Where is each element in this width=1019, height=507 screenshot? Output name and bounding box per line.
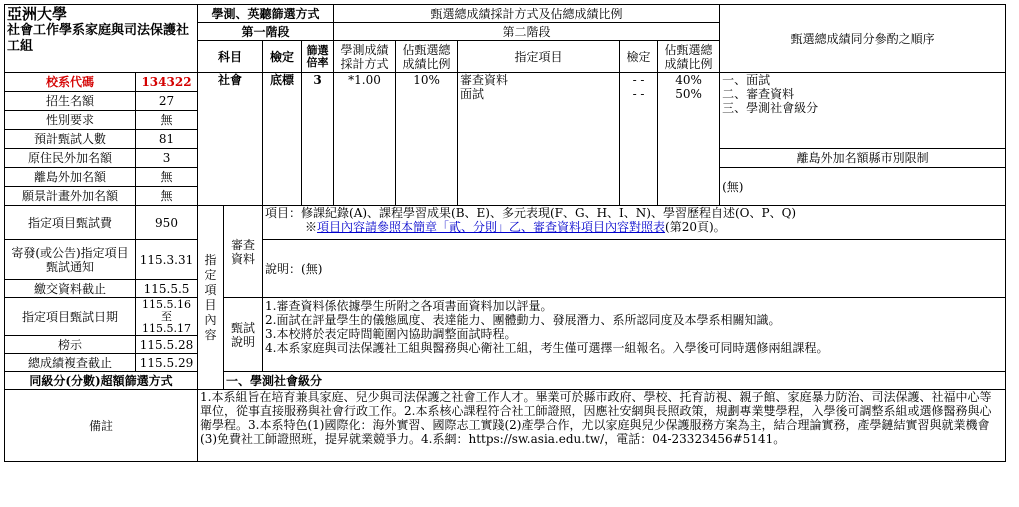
- admission-table: [4, 4, 1006, 462]
- review-desc: 說明：(無): [263, 240, 1006, 298]
- stage2-header: 第二階段: [334, 23, 720, 41]
- list-value: 115.5.28: [136, 336, 198, 354]
- method-header: 學測、英聽篩選方式: [198, 5, 334, 23]
- notice-value: 115.3.31: [136, 240, 198, 280]
- review-note-prefix: ※: [305, 220, 318, 234]
- stage2-items: [458, 73, 620, 206]
- island-limit-value: (無): [720, 168, 1006, 206]
- stage1-multiplier: 3: [302, 73, 334, 206]
- pay-label: 繳交資料截止: [5, 280, 136, 298]
- items-ratio-header: 佔甄選總成績比例: [658, 41, 720, 73]
- review-note-link[interactable]: 項目內容請參照本簡章「貳、分則」乙、審查資料項目內容對照表: [317, 220, 666, 234]
- score-method-value: *1.00: [334, 73, 396, 206]
- code-value: 134322: [136, 73, 198, 92]
- item-interview: 面試: [460, 87, 485, 101]
- school-name: 亞洲大學: [7, 5, 68, 23]
- quota-label: 招生名額: [5, 92, 136, 111]
- total-calc-header: 甄選總成績採計方式及佔總成績比例: [334, 5, 720, 23]
- check-header: 檢定: [263, 41, 302, 73]
- interview-line-4: 4.本系家庭與司法保護社工組與醫務與心衛社工組，考生僅可選擇一組報名。入學後可同時選修兩組課程。: [265, 341, 829, 355]
- subject-header: 科目: [198, 41, 263, 73]
- multiplier-header: 篩選倍率: [302, 41, 334, 73]
- notes-label: 備註: [5, 390, 198, 462]
- fee-label: 指定項目甄試費: [5, 206, 136, 240]
- admission-sheet: [4, 4, 1005, 462]
- item-review: 審查資料: [460, 73, 509, 87]
- interview-line-3: 3.本校將於表定時間範圍內協助調整面試時程。: [265, 327, 517, 341]
- stage1-subject: 社會: [198, 73, 263, 206]
- ratio-review: 40%: [675, 73, 702, 87]
- stage2-ratios: [658, 73, 720, 206]
- gender-value: 無: [136, 111, 198, 130]
- review-note-suffix: (第20頁)。: [665, 220, 726, 234]
- review-items-cell: [263, 206, 1006, 240]
- island-limit-label: 離島外加名額縣市別限制: [720, 149, 1006, 168]
- gender-label: 性別要求: [5, 111, 136, 130]
- same-level-label: 同級分(分數)超額篩選方式: [5, 372, 198, 390]
- vision-label: 願景計畫外加名額: [5, 187, 136, 206]
- interview-notes: [263, 298, 1006, 372]
- review-deadline-value: 115.5.29: [136, 354, 198, 372]
- same-level-value: 一、學測社會級分: [224, 372, 1006, 390]
- island-label: 離島外加名額: [5, 168, 136, 187]
- review-items: 項目：修課紀錄(A)、課程學習成果(B、E)、多元表現(F、G、H、I、N)、學習歷程自述(O、P、Q): [265, 206, 797, 220]
- notice-label: 寄發(或公告)指定項目甄試通知: [5, 240, 136, 280]
- check2-header: 檢定: [620, 41, 658, 73]
- score-ratio-header: 佔甄選總成績比例: [396, 41, 458, 73]
- department-name: 社會工作學系家庭與司法保護社工組: [7, 23, 190, 54]
- tie-line-3: 三、學測社會級分: [722, 101, 819, 115]
- school-block: [5, 5, 198, 73]
- quota-value: 27: [136, 92, 198, 111]
- interview-line-1: 1.審查資料係依據學生所附之各項書面資料加以評量。: [265, 299, 553, 313]
- tie-line-1: 一、面試: [722, 73, 771, 87]
- score-ratio-value: 10%: [396, 73, 458, 206]
- review-label: 審查 資料: [224, 206, 263, 298]
- fee-value: 950: [136, 206, 198, 240]
- notes-text: 1.本系組旨在培育兼具家庭、兒少與司法保護之社會工作人才。畢業可於縣市政府、學校、托育訪視、親子館、家庭暴力防治、司法保護、社福中心等單位，從事直接服務與社會行政工作。2.本系核心課程符合社工師證照，因應社安網與長照政策，規劃專業雙學程，入學後可調整系組或選修醫務與心衛學程。3.本系特色(1)國際化：海外實習、國際志工實踐(2)產學合作，尤以家庭與兒少保護服務方案為主，結合理論實務，產學鏈結實習與就業機會(3)免費社工師證照班，提昇就業競爭力。4.系網：https://sw.asia.edu.tw/，電話：04-23323456#5141。: [198, 390, 1006, 462]
- check-review: - -: [632, 73, 645, 87]
- review-deadline-label: 總成績複查截止: [5, 354, 136, 372]
- expected-value: 81: [136, 130, 198, 149]
- exam-value: 115.5.16 至 115.5.17: [136, 298, 198, 336]
- score-method-header: 學測成績採計方式: [334, 41, 396, 73]
- interview-line-2: 2.面試在評量學生的儀態風度、表達能力、團體動力、發展潛力、系所認同度及本學系相關知識。: [265, 313, 781, 327]
- vision-value: 無: [136, 187, 198, 206]
- indigenous-label: 原住民外加名額: [5, 149, 136, 168]
- tie-order-header: 甄選總成績同分參酌之順序: [720, 5, 1006, 73]
- content-vertical-label: 指 定 項 目 內 容: [198, 206, 224, 390]
- items-header: 指定項目: [458, 41, 620, 73]
- tie-order-list: [720, 73, 1006, 149]
- expected-label: 預計甄試人數: [5, 130, 136, 149]
- island-value: 無: [136, 168, 198, 187]
- pay-value: 115.5.5: [136, 280, 198, 298]
- indigenous-value: 3: [136, 149, 198, 168]
- exam-label: 指定項目甄試日期: [5, 298, 136, 336]
- stage1-header: 第一階段: [198, 23, 334, 41]
- stage2-checks: [620, 73, 658, 206]
- review-note: [265, 220, 1003, 234]
- interview-label: 甄試 說明: [224, 298, 263, 372]
- stage1-check: 底標: [263, 73, 302, 206]
- check-interview: - -: [632, 87, 645, 101]
- list-label: 榜示: [5, 336, 136, 354]
- ratio-interview: 50%: [675, 87, 702, 101]
- code-label: 校系代碼: [5, 73, 136, 92]
- tie-line-2: 二、審查資料: [722, 87, 795, 101]
